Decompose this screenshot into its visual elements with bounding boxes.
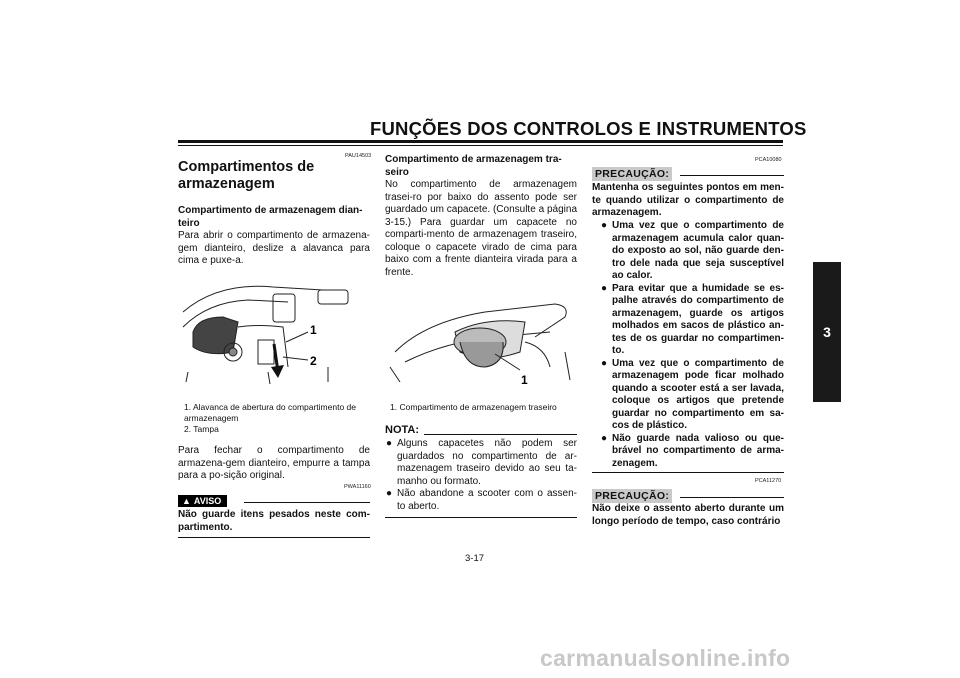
bullet-icon: ● <box>601 432 608 444</box>
front-compartment-illustration <box>178 272 370 387</box>
watermark: carmanualsonline.info <box>540 645 791 671</box>
section-code: PAU14503 <box>345 153 372 159</box>
header-rule-thin <box>178 145 783 146</box>
subheading-front: Compartimento de armazenagem dian-teiro <box>178 205 363 229</box>
subheading-rear: Compartimento de armazenagem tra-seiro <box>385 154 562 178</box>
caution-item: ● Não guarde nada valioso ou que-brável no compartimento de arma-zenagem. <box>601 432 784 469</box>
note-rule <box>424 434 577 435</box>
note-item: ● Alguns capacetes não podem ser guardados no compartimento de ar-mazenagem traseiro devido ao seu ta-manho ou formato. <box>386 438 577 487</box>
figure-callout-1: 1 <box>310 323 317 337</box>
rear-compartment-illustration <box>385 292 577 387</box>
caution-item: ● Para evitar que a humidade se es-palhe através do compartimento de armazenagem, guarde os artigos molhados em sacos de plástico an-tes de os guardar no compartimen-to. <box>601 282 784 356</box>
paragraph-close-front: Para fechar o compartimento de armazena-gem dianteiro, empurre a tampa para a po-sição original. <box>178 445 370 481</box>
page-number: 3-17 <box>465 553 485 564</box>
warning-label: AVISO <box>193 496 222 506</box>
caution-code-1: PCA10080 <box>755 157 782 163</box>
warning-end-rule <box>178 537 370 538</box>
figure-caption-1: 1. Alavanca de abertura do compartimento de armazenagem <box>184 402 356 423</box>
note-end-rule <box>385 517 577 518</box>
bullet-icon: ● <box>601 282 608 294</box>
caution-intro: Mantenha os seguintes pontos em men-te quando utilizar o compartimento de armazenagem. <box>592 182 784 218</box>
caution-code-2: PCA11270 <box>755 478 782 484</box>
figure-caption-rear: 1. Compartimento de armazenagem traseiro <box>390 402 557 412</box>
warning-text: Não guarde itens pesados neste com-partimento. <box>178 509 370 533</box>
bullet-icon: ● <box>601 220 608 231</box>
note-label: NOTA: <box>385 424 420 436</box>
caution-rule-2 <box>680 497 784 498</box>
caution-end-rule-1 <box>592 472 784 473</box>
caution-rule-1 <box>680 175 784 176</box>
caution-badge-2: PRECAUÇÃO: <box>592 486 672 504</box>
figure-callout-2: 2 <box>310 354 317 368</box>
caution-item: ● Uma vez que o compartimento de armazenagem acumula calor quan-do exposto ao sol, não guarde den-tro dele nada que seja susceptível ao calor. <box>601 220 784 281</box>
caution-item: ● Uma vez que o compartimento de armazenagem pode ficar molhado quando a scooter está a ser lavada, coloque os artigos que pretende guardar no compartimento em sa-cos de plástico. <box>601 357 784 431</box>
bullet-icon: ● <box>601 357 608 369</box>
warning-rule <box>244 502 370 503</box>
figure-caption-2: 2. Tampa <box>184 424 219 434</box>
warning-code: PWA11160 <box>344 484 371 490</box>
bullet-icon: ● <box>386 488 393 499</box>
paragraph-open-front: Para abrir o compartimento de armazena-gem dianteiro, deslize a alavanca para cima e puxe-a. <box>178 230 370 266</box>
note-item: ● Não abandone a scooter com o assen-to aberto. <box>386 488 577 512</box>
header-rule <box>178 140 783 143</box>
warning-badge <box>178 491 227 509</box>
caution-list <box>600 220 784 470</box>
bullet-icon: ● <box>386 438 393 449</box>
caution-badge-1: PRECAUÇÃO: <box>592 164 672 182</box>
chapter-tab: 3 <box>813 262 841 402</box>
note-list <box>385 438 577 513</box>
caution-text-2: Não deixe o assento aberto durante um longo período de tempo, caso contrário <box>592 503 784 527</box>
warning-triangle-icon: ▲ <box>182 496 191 506</box>
paragraph-rear: No compartimento de armazenagem trasei-ro por baixo do assento pode ser guardado um capacete. (Consulte a página 3-15.) Para guardar um capacete no comparti-mento de armazenagem traseiro, coloque o capacete virado de cima para baixo com a frente dianteira virada para a frente. <box>385 179 577 278</box>
section-heading: Compartimentos de armazenagem <box>178 159 315 192</box>
page-title: FUNÇÕES DOS CONTROLOS E INSTRUMENTOS <box>370 118 807 139</box>
figure-callout-rear: 1 <box>521 373 528 387</box>
